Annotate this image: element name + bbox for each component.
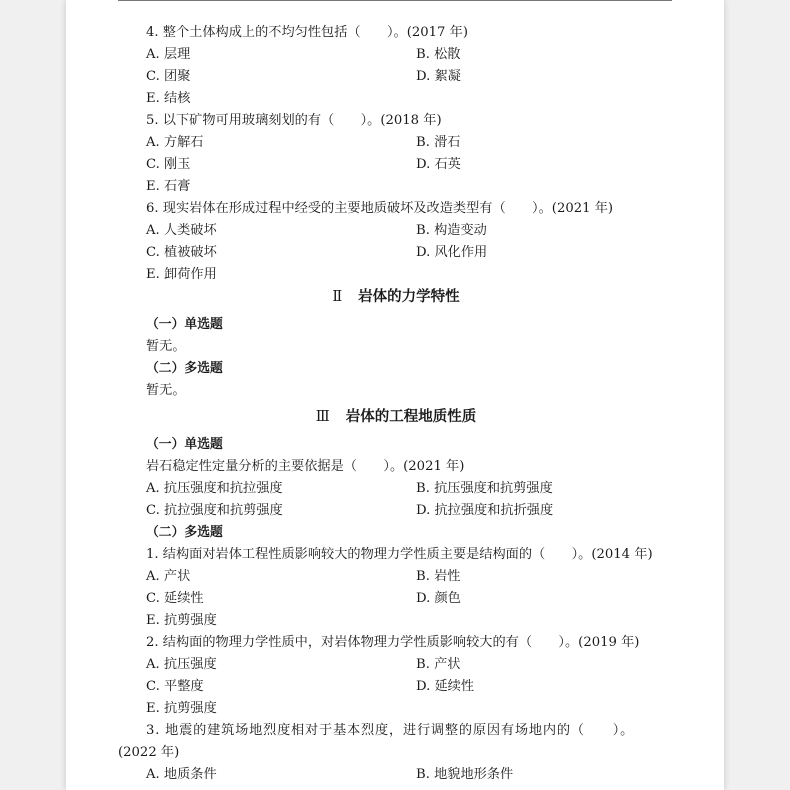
option-row — [118, 478, 674, 500]
option-row — [118, 764, 674, 786]
option: E. 结核 — [146, 91, 191, 106]
option-row — [118, 654, 674, 676]
option: C. 团聚 — [146, 69, 191, 84]
option: A. 抗压强度和抗拉强度 — [146, 481, 283, 496]
page-content — [118, 22, 674, 786]
option-row — [118, 154, 674, 176]
option-row — [118, 66, 674, 88]
option: B. 抗压强度和抗剪强度 — [416, 481, 553, 496]
option: E. 石膏 — [146, 179, 191, 194]
section-title-text: 岩体的力学特性 — [358, 289, 460, 305]
option: C. 刚玉 — [146, 157, 191, 172]
question-stem-continuation: (2022 年) — [118, 745, 180, 760]
section-title-text: 岩体的工程地质性质 — [345, 409, 477, 425]
option: D. 颜色 — [416, 591, 461, 606]
option-row — [118, 698, 674, 720]
option-row — [118, 44, 674, 66]
option-row — [118, 588, 674, 610]
option-row — [118, 500, 674, 522]
subsection-heading: （一）单选题 — [146, 317, 223, 332]
question-stem: 3. 地震的建筑场地烈度相对于基本烈度，进行调整的原因有场地内的（ ）。 — [146, 723, 635, 738]
option: C. 延续性 — [146, 591, 204, 606]
subsection-heading: （二）多选题 — [146, 525, 223, 540]
option: D. 絮凝 — [416, 69, 461, 84]
top-rule — [118, 0, 672, 1]
option: E. 抗剪强度 — [146, 701, 217, 716]
option-row — [118, 88, 674, 110]
option: D. 石英 — [416, 157, 461, 172]
body-text: 暂无。 — [146, 339, 186, 354]
section-title — [118, 286, 674, 308]
body-text: 暂无。 — [146, 383, 186, 398]
option-row — [118, 264, 674, 286]
section-number: Ⅱ — [332, 289, 343, 305]
option: B. 产状 — [416, 657, 461, 672]
option: C. 平整度 — [146, 679, 204, 694]
option: D. 延续性 — [416, 679, 475, 694]
subsection-heading: （一）单选题 — [146, 437, 223, 452]
option: B. 地貌地形条件 — [416, 767, 514, 782]
subsection-heading: （二）多选题 — [146, 361, 223, 376]
option: A. 层理 — [146, 47, 191, 62]
option-row — [118, 176, 674, 198]
section-title — [118, 406, 674, 428]
option-row — [118, 242, 674, 264]
option: A. 地质条件 — [146, 767, 217, 782]
option-row — [118, 566, 674, 588]
question-stem: 1. 结构面对岩体工程性质影响较大的物理力学性质主要是结构面的（ ）。(2014 年) — [146, 547, 653, 562]
option: E. 抗剪强度 — [146, 613, 217, 628]
option: B. 滑石 — [416, 135, 461, 150]
question-stem: 岩石稳定性定量分析的主要依据是（ ）。(2021 年) — [146, 459, 465, 474]
question-stem: 6. 现实岩体在形成过程中经受的主要地质破坏及改造类型有（ ）。(2021 年) — [146, 201, 614, 216]
option: A. 产状 — [146, 569, 191, 584]
option: D. 风化作用 — [416, 245, 488, 260]
question-stem: 2. 结构面的物理力学性质中，对岩体物理力学性质影响较大的有（ ）。(2019 年) — [146, 635, 640, 650]
question-stem: 4. 整个土体构成上的不均匀性包括（ ）。(2017 年) — [146, 25, 468, 40]
option: E. 卸荷作用 — [146, 267, 217, 282]
option-row — [118, 220, 674, 242]
option: A. 人类破坏 — [146, 223, 217, 238]
option-row — [118, 132, 674, 154]
option-row — [118, 676, 674, 698]
option: A. 抗压强度 — [146, 657, 217, 672]
option: C. 抗拉强度和抗剪强度 — [146, 503, 283, 518]
section-number: Ⅲ — [315, 409, 330, 425]
question-stem: 5. 以下矿物可用玻璃刻划的有（ ）。(2018 年) — [146, 113, 442, 128]
option-row — [118, 610, 674, 632]
option: B. 构造变动 — [416, 223, 487, 238]
option: C. 植被破坏 — [146, 245, 217, 260]
option: D. 抗拉强度和抗折强度 — [416, 503, 554, 518]
option: B. 松散 — [416, 47, 461, 62]
option: A. 方解石 — [146, 135, 204, 150]
option: B. 岩性 — [416, 569, 461, 584]
